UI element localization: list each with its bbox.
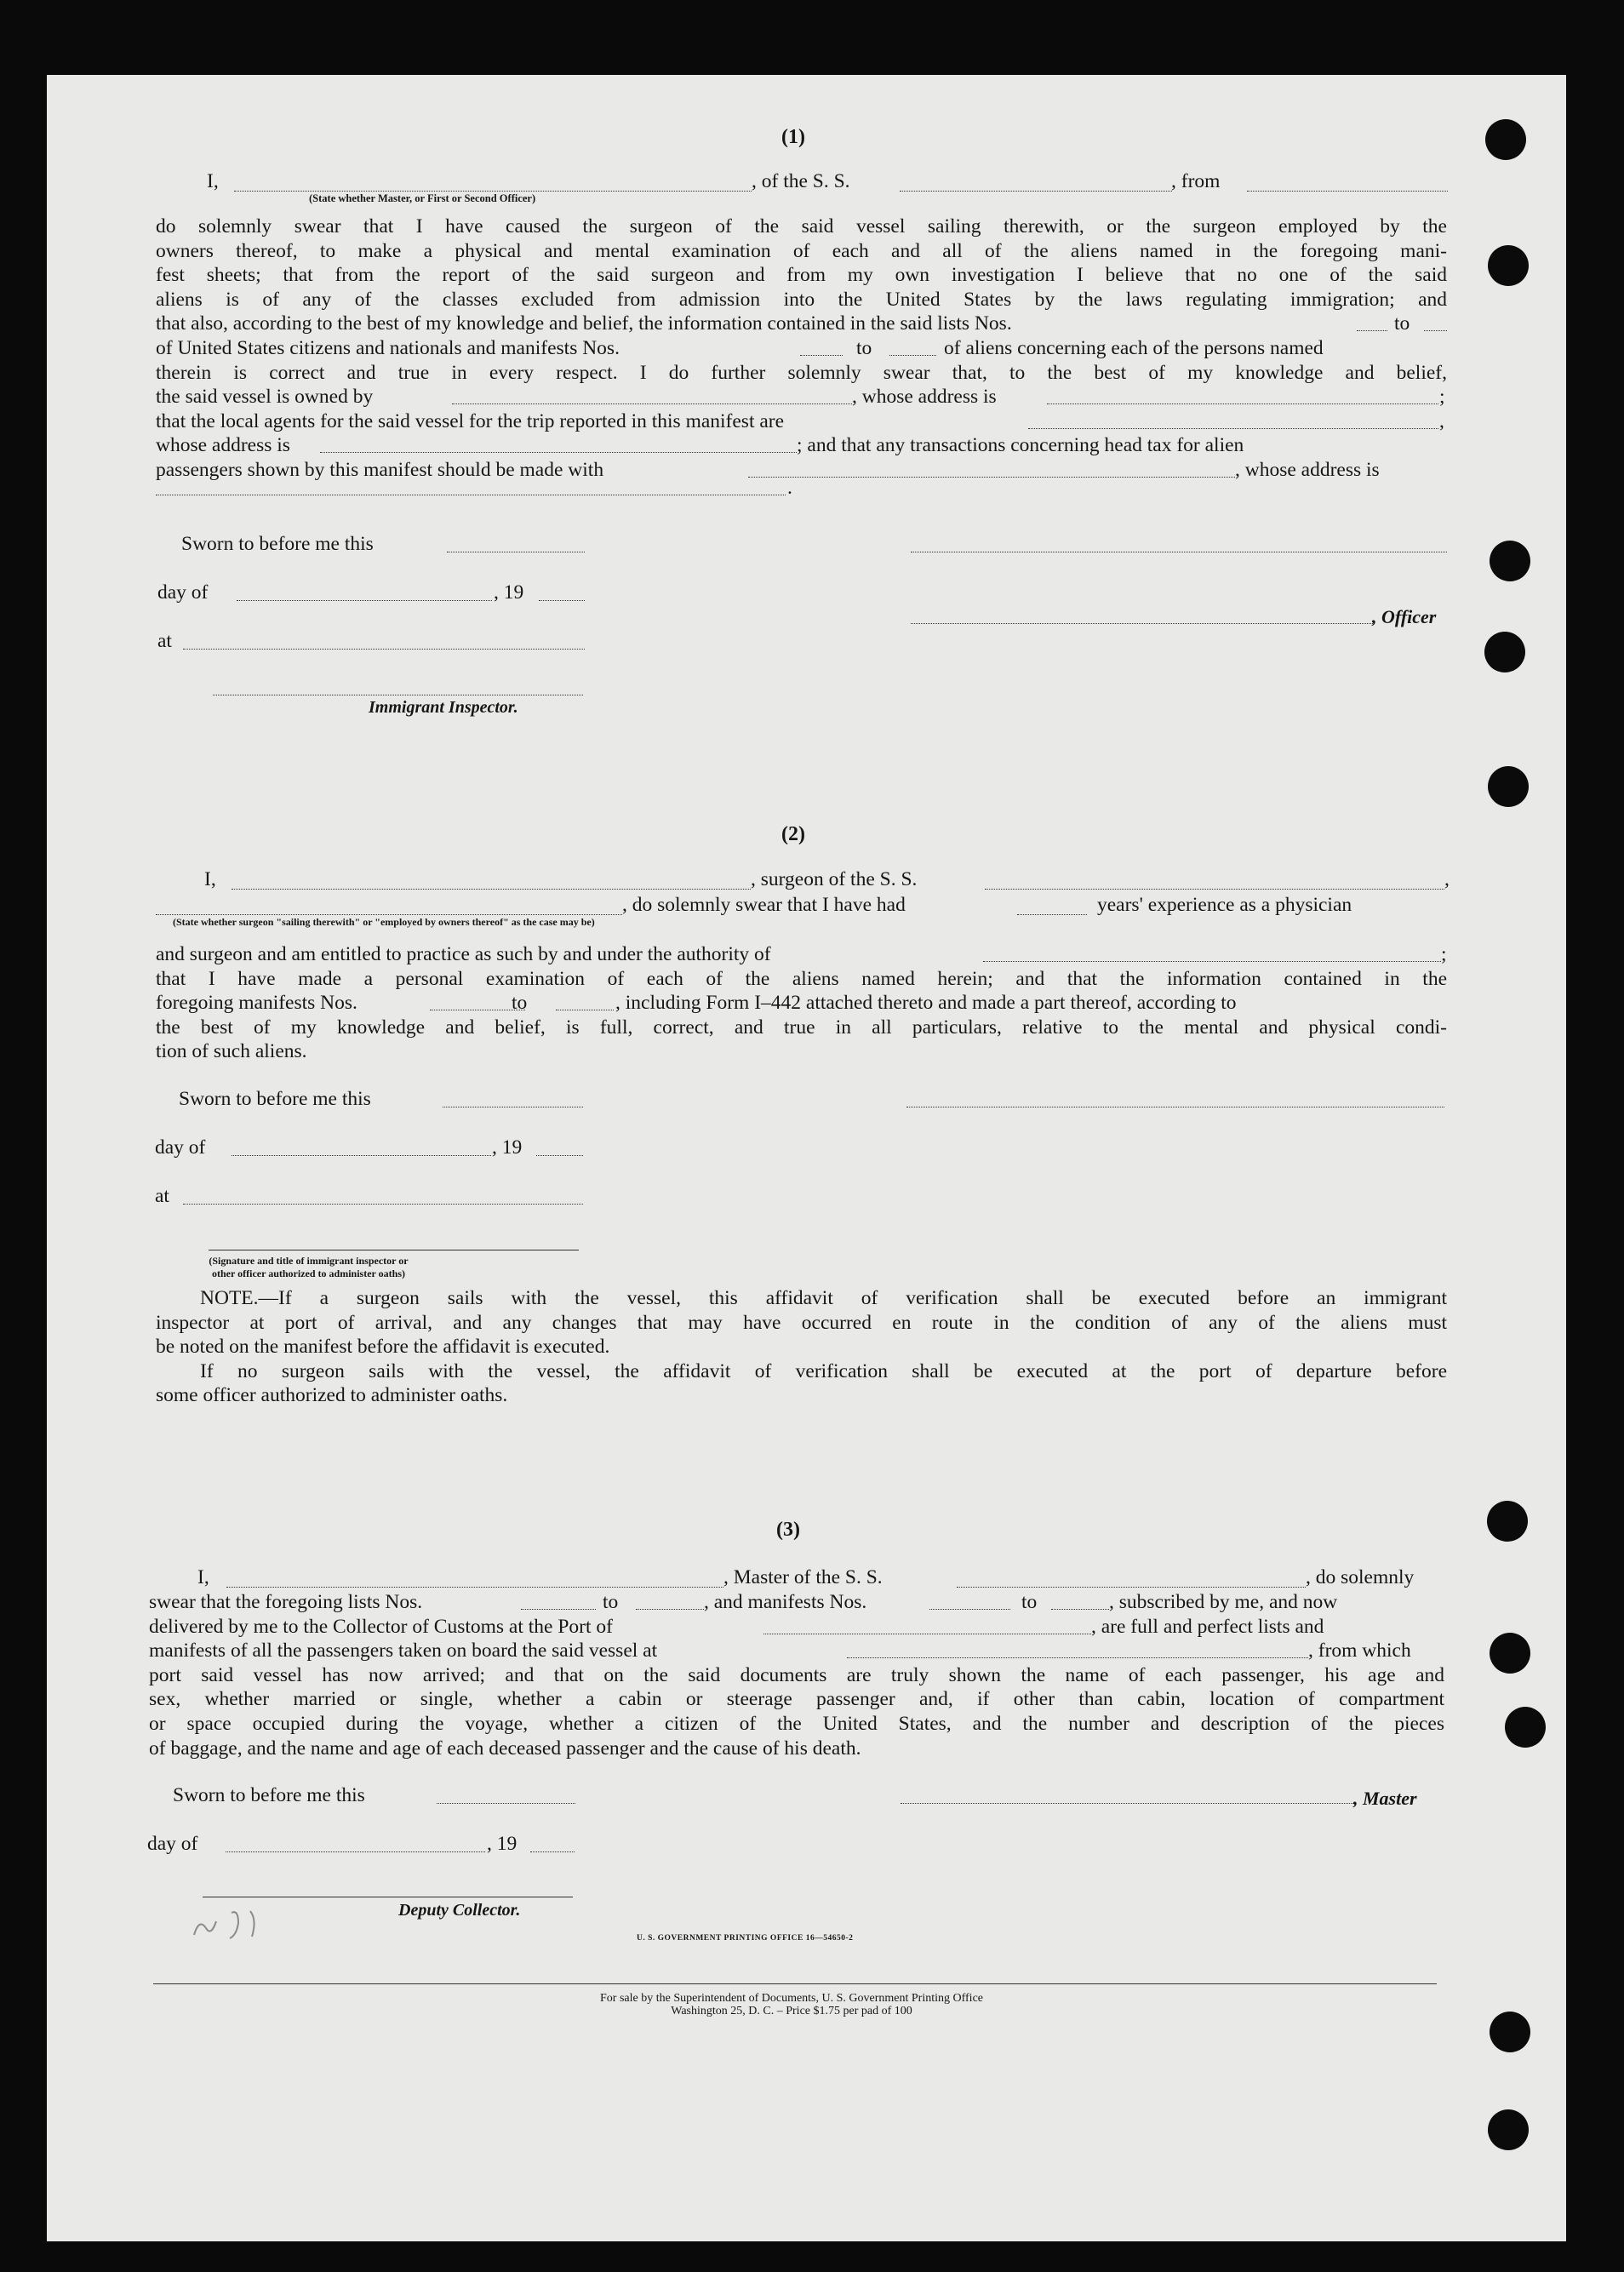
note-line: If no surgeon sails with the vessel, the affidavit of verification shall be executed at the port of departure before bbox=[200, 1359, 1447, 1382]
sale-notice bbox=[409, 1992, 1175, 2017]
sworn-label: Sworn to before me this bbox=[173, 1784, 365, 1806]
officer-note: (State whether Master, or First or Second Officer) bbox=[309, 192, 536, 204]
body-line: foregoing manifests Nos. bbox=[156, 992, 357, 1015]
sale-line-2: Washington 25, D. C. – Price $1.75 per pad of 100 bbox=[671, 2005, 912, 2017]
body-line: the best of my knowledge and belief, is full, correct, and true in all particulars, relative to the mental and physical condi- bbox=[156, 1016, 1447, 1039]
punch-hole bbox=[1485, 119, 1526, 160]
authority-field[interactable] bbox=[983, 961, 1441, 962]
departure-port-field[interactable] bbox=[1247, 191, 1448, 192]
body-line: swear that the foregoing lists Nos. bbox=[149, 1591, 423, 1613]
punch-hole bbox=[1484, 632, 1525, 672]
sale-line-1: For sale by the Superintendent of Documents, U. S. Government Printing Office bbox=[600, 1992, 983, 2005]
inspector-label: Immigrant Inspector. bbox=[369, 698, 518, 717]
to-text: to bbox=[1394, 312, 1410, 335]
surgeon-of-text: , surgeon of the S. S. bbox=[751, 868, 918, 890]
owner-field[interactable] bbox=[452, 403, 852, 404]
punch-hole bbox=[1488, 2109, 1529, 2150]
body-line: therein is correct and true in every respect. I do further solemnly swear that, to the best of my knowledge and belief, bbox=[156, 361, 1447, 384]
section-3-body bbox=[149, 1590, 1444, 1760]
head-tax-party-field[interactable] bbox=[748, 477, 1235, 478]
body-line: port said vessel has now arrived; and that on the said documents are truly shown the name of each passenger, his age and bbox=[149, 1663, 1444, 1686]
master-label: , Master bbox=[1353, 1788, 1417, 1809]
sworn-label: Sworn to before me this bbox=[179, 1088, 371, 1110]
to-text: to bbox=[603, 1591, 619, 1613]
year-label: , 19 bbox=[487, 1833, 518, 1855]
body-line: delivered by me to the Collector of Customs at the Port of bbox=[149, 1615, 613, 1638]
section-2-body bbox=[156, 942, 1447, 1064]
body-line: fest sheets; that from the report of the said surgeon and from my own investigation I believe that no one of the said bbox=[156, 264, 1447, 287]
manifests-to-field[interactable] bbox=[1051, 1609, 1109, 1610]
agents-address-field[interactable] bbox=[320, 452, 797, 453]
master-name-field[interactable] bbox=[226, 1587, 723, 1588]
body-line: owners thereof, to make a physical and mental examination of each and all of the aliens named in the foregoing mani- bbox=[156, 239, 1447, 262]
lists-from-field[interactable] bbox=[521, 1609, 596, 1610]
head-tax-text: ; and that any transactions concerning head tax for alien bbox=[797, 434, 1244, 457]
vessel-name-field[interactable] bbox=[900, 191, 1172, 192]
intro-text: I, bbox=[207, 170, 219, 192]
surgeon-status-field[interactable] bbox=[156, 914, 622, 915]
punch-hole bbox=[1490, 541, 1530, 581]
day-month-field[interactable] bbox=[237, 600, 492, 601]
section-2-number: (2) bbox=[781, 823, 805, 845]
footer-rule bbox=[153, 1983, 1437, 1984]
body-line: that the local agents for the said vessel for the trip reported in this manifest are bbox=[156, 409, 785, 432]
year-label: , 19 bbox=[494, 581, 524, 604]
note-line: NOTE.—If a surgeon sails with the vessel, this affidavit of verification shall be executed before an immigrant bbox=[200, 1287, 1447, 1309]
whose-address-text: , whose address is bbox=[1235, 458, 1380, 481]
of-ss-text: , of the S. S. bbox=[752, 170, 850, 192]
to-text: to bbox=[512, 992, 528, 1015]
agents-field[interactable] bbox=[1028, 428, 1438, 429]
full-perfect-text: , are full and perfect lists and bbox=[1091, 1615, 1324, 1638]
of-aliens-text: of aliens concerning each of the persons named bbox=[944, 336, 1324, 359]
year-field[interactable] bbox=[536, 1155, 583, 1156]
master-signature-field[interactable] bbox=[901, 1803, 1353, 1804]
deputy-label: Deputy Collector. bbox=[398, 1901, 521, 1920]
surgeon-note: (State whether surgeon "sailing therewith" or "employed by owners thereof" as the case may be) bbox=[173, 916, 595, 928]
manifests-from-field[interactable] bbox=[929, 1609, 1010, 1610]
note-line: inspector at port of arrival, and any changes that may have occurred en route in the condition of any of the aliens must bbox=[156, 1311, 1447, 1334]
day-month-field[interactable] bbox=[226, 1851, 485, 1852]
at-label: at bbox=[157, 630, 172, 652]
punch-hole bbox=[1490, 1633, 1530, 1674]
body-line: manifests of all the passengers taken on board the said vessel at bbox=[149, 1640, 658, 1663]
lists-from-field[interactable] bbox=[1357, 330, 1387, 331]
do-solemnly-text: , do solemnly bbox=[1306, 1566, 1415, 1588]
master-line-1 bbox=[197, 1566, 1444, 1592]
year-field[interactable] bbox=[530, 1851, 575, 1852]
pencil-mark bbox=[187, 1903, 281, 1945]
sworn-date-field[interactable] bbox=[437, 1803, 575, 1804]
section-3-number: (3) bbox=[776, 1519, 800, 1541]
subscribed-text: , subscribed by me, and now bbox=[1109, 1591, 1338, 1613]
surgeon-name-field[interactable] bbox=[232, 889, 751, 890]
swear-text: , do solemnly swear that I have had bbox=[622, 894, 906, 916]
note-line: some officer authorized to administer oaths. bbox=[156, 1384, 508, 1407]
period: . bbox=[787, 476, 792, 499]
years-experience-field[interactable] bbox=[1017, 914, 1087, 915]
section-1-number: (1) bbox=[781, 126, 805, 148]
day-of-label: day of bbox=[147, 1833, 198, 1855]
sworn-label: Sworn to before me this bbox=[181, 533, 374, 555]
body-line: or space occupied during the voyage, whether a citizen of the United States, and the number and description of the pieces bbox=[149, 1712, 1444, 1735]
gpo-imprint: U. S. GOVERNMENT PRINTING OFFICE 16—54650-2 bbox=[637, 1934, 854, 1943]
body-line: and surgeon and am entitled to practice as such by and under the authority of bbox=[156, 943, 771, 965]
body-line: of United States citizens and nationals and manifests Nos. bbox=[156, 336, 620, 359]
boarding-port-field[interactable] bbox=[847, 1657, 1308, 1658]
lists-to-field[interactable] bbox=[636, 1609, 704, 1610]
from-which-text: , from which bbox=[1308, 1640, 1411, 1663]
vessel-name-field[interactable] bbox=[985, 889, 1444, 890]
day-of-label: day of bbox=[155, 1136, 206, 1159]
at-place-field[interactable] bbox=[183, 1204, 583, 1205]
punch-hole bbox=[1505, 1707, 1546, 1748]
at-place-field[interactable] bbox=[183, 649, 585, 650]
officer-label: , Officer bbox=[1372, 606, 1437, 627]
at-label: at bbox=[155, 1185, 169, 1207]
intro-text: I, bbox=[204, 868, 216, 890]
comma: , bbox=[1444, 868, 1450, 890]
to-text: to bbox=[1021, 1591, 1038, 1613]
from-text: , from bbox=[1171, 170, 1221, 192]
punch-hole bbox=[1488, 766, 1529, 807]
body-line: whose address is bbox=[156, 434, 290, 457]
signature-note: (Signature and title of immigrant inspector or other officer authorized to administer oaths) bbox=[209, 1255, 409, 1279]
and-manifests-text: , and manifests Nos. bbox=[704, 1591, 867, 1613]
punch-hole bbox=[1488, 245, 1529, 286]
body-line: passengers shown by this manifest should be made with bbox=[156, 458, 604, 481]
day-of-label: day of bbox=[157, 581, 209, 604]
owner-address-field[interactable] bbox=[1047, 403, 1438, 404]
body-line: tion of such aliens. bbox=[156, 1040, 307, 1063]
years-text: years' experience as a physician bbox=[1097, 894, 1352, 916]
day-month-field[interactable] bbox=[232, 1155, 491, 1156]
semicolon: ; bbox=[1441, 943, 1447, 965]
year-field[interactable] bbox=[539, 600, 585, 601]
intro-text: I, bbox=[197, 1566, 209, 1588]
body-line: the said vessel is owned by bbox=[156, 386, 374, 409]
lists-to-field[interactable] bbox=[1424, 330, 1447, 331]
including-text: , including Form I–442 attached thereto and made a part thereof, according to bbox=[615, 992, 1237, 1015]
officer-name-field[interactable] bbox=[234, 191, 752, 192]
body-line: that I have made a personal examination of each of the aliens named herein; and that the information contained in the bbox=[156, 967, 1447, 990]
master-of-text: , Master of the S. S. bbox=[723, 1566, 883, 1588]
note-block bbox=[156, 1286, 1447, 1408]
year-label: , 19 bbox=[492, 1136, 523, 1159]
comma: , bbox=[1439, 409, 1444, 432]
vessel-name-field[interactable] bbox=[957, 1587, 1306, 1588]
punch-hole bbox=[1487, 1501, 1528, 1542]
manifests-from-field[interactable] bbox=[800, 355, 843, 356]
body-line: that also, according to the best of my knowledge and belief, the information contained in the said lists Nos. bbox=[156, 312, 1012, 335]
punch-hole bbox=[1490, 2012, 1530, 2052]
body-line: of baggage, and the name and age of each deceased passenger and the cause of his death. bbox=[149, 1737, 861, 1760]
note-line: be noted on the manifest before the affidavit is executed. bbox=[156, 1336, 610, 1359]
to-text: to bbox=[856, 336, 872, 359]
body-line: sex, whether married or single, whether a cabin or steerage passenger and, if other than cabin, location of compartment bbox=[149, 1688, 1444, 1711]
semicolon: ; bbox=[1439, 386, 1445, 409]
body-line: do solemnly swear that I have caused the surgeon of the said vessel sailing therewith, or the surgeon employed by the bbox=[156, 215, 1447, 238]
whose-address-text: , whose address is bbox=[852, 386, 997, 409]
surgeon-line-1 bbox=[204, 868, 1449, 894]
officer-title-field[interactable] bbox=[911, 623, 1375, 624]
manifests-to-field[interactable] bbox=[889, 355, 936, 356]
body-line: aliens is of any of the classes excluded from admission into the United States by the laws regulating immigration; and bbox=[156, 288, 1447, 311]
section-1-body bbox=[156, 215, 1447, 506]
